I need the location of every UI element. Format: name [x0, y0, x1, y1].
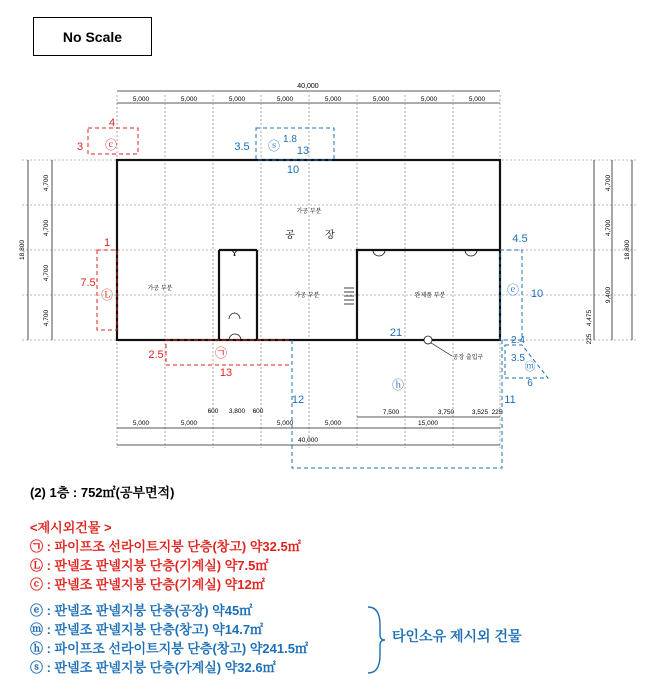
red-annotation-a	[166, 340, 292, 365]
a-marker: ㉠	[214, 346, 228, 360]
legend-blue-item: ⓜ : 판넬조 판넬지붕 단층(창고) 약14.7㎡	[30, 622, 264, 637]
room-label-right: 완제품 부분	[414, 293, 446, 299]
legend-red-item: ⓒ : 판넬조 판넬지붕 단층(기계실) 약12㎡	[30, 577, 265, 592]
dim-right-overall: 18,800	[624, 240, 631, 260]
dim-right-span: 4,700	[605, 174, 612, 192]
c-marker: ⓒ	[104, 138, 118, 152]
b-marker: Ⓛ	[100, 288, 114, 302]
h-right-dim: 11	[504, 394, 516, 406]
entrance-marker	[424, 336, 432, 344]
b-top-dim: 1	[103, 237, 111, 249]
dim-left-span: 4,700	[43, 264, 50, 282]
room-label-left: 가공 부분	[147, 286, 173, 292]
dim-bottom-span: 5,000	[324, 420, 342, 427]
a-left-dim: 2.5	[148, 349, 164, 361]
m-bottom-dim: 6	[527, 378, 533, 389]
dim-bottom-span: 5,000	[180, 420, 198, 427]
dim-left-span: 4,700	[43, 219, 50, 237]
dim-bottom-span: 7,500	[382, 409, 400, 416]
entrance-leader	[428, 341, 452, 356]
room-label-top: 가공 부분	[296, 209, 322, 215]
s-inner-dim: 1.8	[283, 134, 297, 145]
d-marker: ⓔ	[506, 283, 520, 297]
dim-bottom-span: 600	[207, 408, 219, 415]
h-top-dim: 21	[389, 327, 403, 339]
side-note: 타인소유 제시외 건물	[392, 628, 522, 644]
d-right-dim: 10	[530, 288, 544, 300]
legend-red-item: Ⓛ : 판넬조 판넬지붕 단층(기계실) 약7.5㎡	[30, 558, 269, 573]
dim-top-span: 5,000	[372, 96, 390, 103]
floor-caption: (2) 1층 : 752㎡(공부면적)	[30, 485, 175, 500]
dim-bottom-span: 3,525	[471, 409, 489, 416]
hall-label-2: 장	[325, 230, 335, 241]
dim-top-span: 5,000	[276, 96, 294, 103]
legend-blue-item: ⓔ : 판넬조 판넬지붕 단층(공장) 약45㎡	[30, 603, 253, 618]
dim-bottom-span: 5,000	[132, 420, 150, 427]
room-label-middle: 가공 부분	[294, 293, 320, 299]
no-scale-label: No Scale	[33, 17, 152, 56]
dim-bottom-overall: 40,000	[298, 437, 318, 444]
top-dimension	[117, 91, 500, 103]
dim-right-span: 4,700	[605, 219, 612, 237]
dim-bottom-total: 15,000	[418, 420, 438, 427]
dim-bottom-span: 3,750	[437, 409, 455, 416]
room-label-entrance: 공장 출입구	[452, 355, 484, 361]
dim-left-span: 4,700	[43, 174, 50, 192]
hall-label-1: 공	[285, 230, 295, 241]
c-top-dim: 4	[108, 117, 116, 129]
dim-bottom-span: 225	[491, 409, 503, 416]
stair-mark	[344, 288, 354, 304]
dim-bottom-span: 5,000	[276, 420, 294, 427]
h-marker: ⓗ	[391, 378, 405, 392]
dim-top-span: 5,000	[324, 96, 342, 103]
b-left-dim: 7.5	[80, 277, 96, 289]
s-left-dim: 3.5	[234, 141, 250, 153]
legend-red-item: ㉠ : 파이프조 선라이트지붕 단층(창고) 약32.5㎡	[30, 539, 301, 554]
s-marker: ⓢ	[267, 139, 281, 153]
h-left-dim: 12	[291, 394, 305, 406]
a-bottom-dim: 13	[219, 367, 233, 379]
dim-left-overall: 18,800	[19, 240, 26, 260]
dim-bottom-span: 600	[252, 408, 264, 415]
m-marker: ⓜ	[524, 361, 536, 373]
dim-top-span: 5,000	[132, 96, 150, 103]
s-right-dim: 13	[296, 145, 310, 157]
dim-right-span: 4,475	[586, 309, 593, 327]
legend-blue-item: ⓢ : 판넬조 판넬지붕 단층(가계실) 약32.6㎡	[30, 660, 276, 675]
d-top-dim: 4.5	[512, 233, 528, 245]
legend-blue-item: ⓗ : 파이프조 선라이트지붕 단층(창고) 약241.5㎡	[30, 641, 308, 656]
dim-top-span: 5,000	[420, 96, 438, 103]
dim-top-span: 5,000	[180, 96, 198, 103]
m-left-dim: 3.5	[511, 353, 525, 364]
legend-bracket	[366, 605, 386, 675]
dim-bottom-span: 3,800	[228, 408, 246, 415]
dim-right-sub: 9,400	[605, 286, 612, 304]
dim-top-span: 5,000	[228, 96, 246, 103]
dim-top-span: 5,000	[468, 96, 486, 103]
dim-top-overall: 40,000	[297, 83, 319, 90]
s-bottom-dim: 10	[286, 164, 300, 176]
dim-left-span: 4,700	[43, 309, 50, 327]
m-top-dim: 2.4	[511, 335, 525, 346]
c-left-dim: 3	[76, 141, 84, 153]
dim-right-span: 225	[586, 333, 593, 345]
legend-title: <제시외건물 >	[30, 520, 112, 535]
